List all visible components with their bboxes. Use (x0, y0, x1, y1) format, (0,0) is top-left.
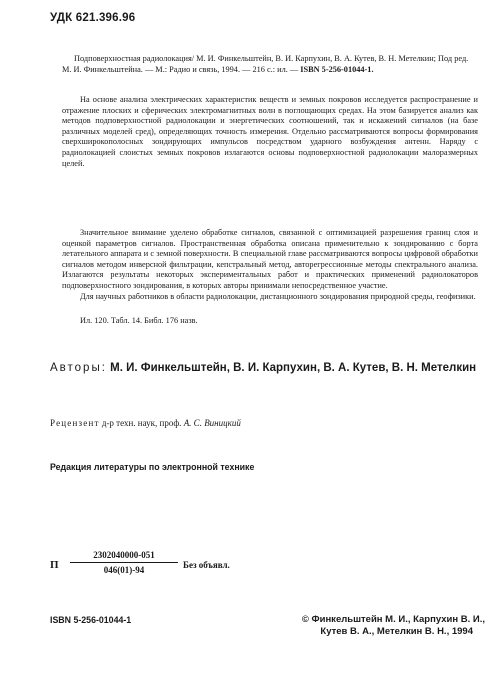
reviewer-line (50, 418, 241, 428)
isbn-inline: ISBN 5-256-01044-1. (300, 64, 374, 74)
illustration-counts: Ил. 120. Табл. 14. Библ. 176 назв. (80, 316, 198, 325)
authors-block (50, 360, 480, 376)
bibliographic-record (62, 54, 478, 75)
abstract-paragraph-3: Для научных работников в области радиолокации, дистанционного зондирования природной среды, геофизики. (80, 292, 476, 301)
copyright-line-1: © Финкельштейн М. И., Карпухин В. И., (301, 614, 485, 625)
reviewer-title: д-р техн. наук, проф. (99, 418, 184, 428)
reviewer-name: А. С. Виницкий (183, 418, 241, 428)
book-title: Подповерхностная радиолокация (74, 54, 192, 63)
copyright-notice (255, 614, 485, 638)
catalog-numerator: 2302040000-051 (70, 550, 178, 563)
catalog-denominator: 046(01)-94 (103, 565, 145, 575)
abstract-paragraph-1: На основе анализа электрических характеристик веществ и земных покровов исследуется распространение и отражение плоских и сферических электромагнитных волн в поглощающих средах. На этом базируется анализ как методов подповерхностной радиолокации и энергетических соотношений, так и искажений сигналов (на базе различных моделей сред), определяющих точность измерения. Отдельно рассматриваются вопросы формирования сверхширокополосных зондирующих импульсов посредством ударного возбуждения антенн. Наряду с радиолокацией слоистых земных покровов излагаются основы подповерхностной радиолокации малоразмерных целей. (62, 95, 478, 168)
catalog-fraction (70, 550, 178, 575)
catalog-letter: П (50, 559, 59, 571)
isbn-bottom: ISBN 5-256-01044-1 (50, 615, 132, 625)
abstract-paragraph-2: Значительное внимание уделено обработке сигналов, связанной с оптимизацией разрешения границ слоя и оценкой параметров сигналов. Пространственная обработка описана применительно к зондированию с борта летательного аппарата и с земной поверхности. В специальной главе рассматриваются вопросы цифровой обработки сигналов методом инверсной фильтрации, кепстральный метод, авторегрессионные методы спектрального анализа. Излагаются результаты некоторых экспериментальных работ и практических применений радиолокаторов подповерхностного зондирования, в которых авторы принимали непосредственное участие. (62, 228, 478, 290)
catalog-note: Без объявл. (183, 560, 230, 570)
copyright-line-2: Кутев В. А., Метелкин В. Н., 1994 (320, 626, 473, 637)
authors-label: Авторы: (50, 362, 107, 374)
editorial-office: Редакция литературы по электронной технике (50, 462, 255, 472)
reviewer-label: Рецензент (50, 418, 100, 428)
bibliographic-details: / М. И. Финкельштейн, В. И. Карпухин, В. А. Кутев, В. Н. Метелкин; Под ред. М. И. Финкельштейна. — М.: Радио и связь, 1994. — 216 с.: ил. — (62, 54, 469, 74)
authors-names: М. И. Финкельштейн, В. И. Карпухин, В. А. Кутев, В. Н. Метелкин (110, 362, 477, 374)
udk-code: УДК 621.396.96 (50, 12, 136, 24)
